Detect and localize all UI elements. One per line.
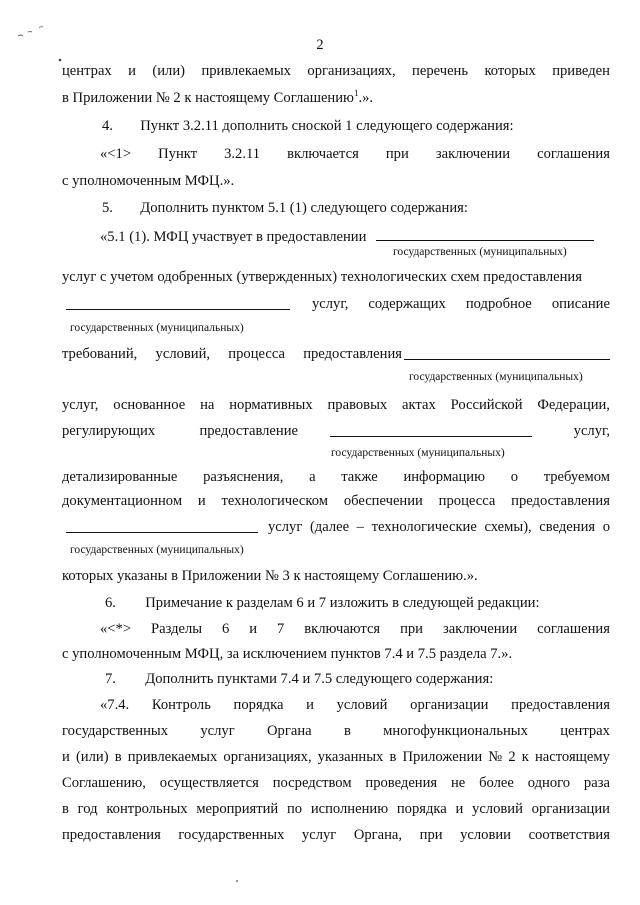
text-line: в Приложении № 2 к настоящему Соглашению$^1$.». [62,88,374,106]
text-line: «5.1 (1). МФЦ участвует в предоставлении [100,227,610,245]
fill-blank [330,423,532,437]
field-caption: государственных (муниципальных) [331,447,505,459]
text-line: «7.4. Контроль порядка и условий организации предоставления [100,697,610,713]
text-line: которых указаны в Приложении № 3 к настоящему Соглашению.». [62,568,478,584]
fill-blank [66,296,290,310]
list-item-6: 6. Примечание к разделам 6 и 7 изложить в следующей редакции: [105,595,540,611]
field-caption: государственных (муниципальных) [393,246,567,258]
text-line: в год контрольных мероприятий по исполнению порядка и условий организации [62,801,610,817]
field-caption: государственных (муниципальных) [70,544,244,556]
list-item-7: 7. Дополнить пунктами 7.4 и 7.5 следующего содержания: [105,671,494,687]
text-line: документационном и технологическом обеспечении процесса предоставления [62,493,610,509]
text-line: «<1> Пункт 3.2.11 включается при заключении соглашения [100,146,610,162]
text-line: регулирующих предоставление услуг, [62,423,610,439]
text-line: с уполномоченным МФЦ.». [62,173,235,189]
text-line: услуг (далее – технологические схемы), сведения о [62,518,610,536]
text-line: услуг, основанное на нормативных правовых актах Российской Федерации, [62,397,610,413]
text-line: и (или) в привлекаемых организациях, указанных в Приложении № 2 к настоящему [62,749,610,765]
text-line: центрах и (или) привлекаемых организациях, перечень которых приведен [62,63,610,79]
page-number: 2 [316,37,324,53]
fill-blank [66,519,258,533]
field-caption: государственных (муниципальных) [409,371,583,383]
footnote-marker: 1 [353,88,359,99]
scan-speck [236,880,238,882]
text-line: детализированные разъяснения, а также информацию о требуемом [62,469,610,485]
fill-blank [376,227,594,241]
text-line: услуг, содержащих подробное описание [62,295,610,313]
text-line: Соглашению, осуществляется посредством проведения не более одного раза [62,775,610,791]
list-item-4: 4. Пункт 3.2.11 дополнить сноской 1 следующего содержания: [102,118,514,134]
text-line: требований, условий, процесса предоставления [62,345,610,363]
text-line: государственных услуг Органа в многофункциональных центрах [62,723,610,739]
text-line: предоставления государственных услуг Органа, при условии соответствия [62,827,610,843]
list-item-5: 5. Дополнить пунктом 5.1 (1) следующего содержания: [102,200,468,216]
text-line: услуг с учетом одобренных (утвержденных) технологических схем предоставления [62,269,582,285]
fill-blank [404,346,610,360]
text-line: с уполномоченным МФЦ, за исключением пунктов 7.4 и 7.5 раздела 7.». [62,646,513,662]
field-caption: государственных (муниципальных) [70,322,244,334]
text-line: «<*> Разделы 6 и 7 включаются при заключении соглашения [100,621,610,637]
